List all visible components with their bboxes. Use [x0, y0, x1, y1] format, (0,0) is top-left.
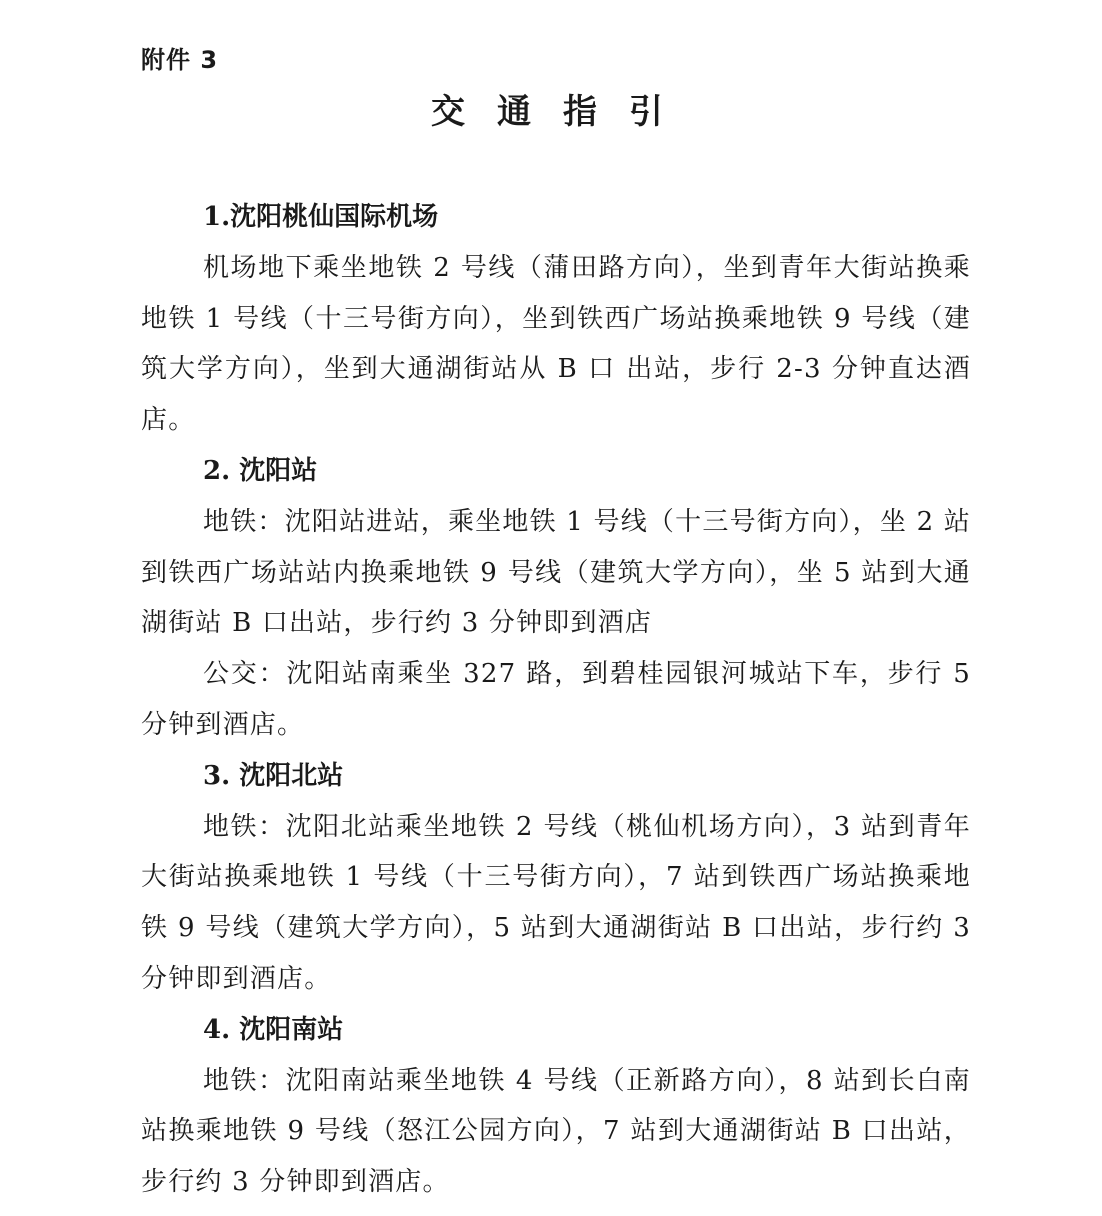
paragraph-north-station-metro: 地铁：沈阳北站乘坐地铁 2 号线（桃仙机场方向），3 站到青年大街站换乘地铁 1 号线（十三号街方向），7 站到铁西广场站换乘地铁 9 号线（建筑大学方向），5 站到大通湖街站 B 口出站，步行约 3 分钟即到酒店。 — [141, 811, 971, 994]
document-body — [141, 192, 971, 1208]
paragraph-airport-directions: 机场地下乘坐地铁 2 号线（蒲田路方向），坐到青年大街站换乘地铁 1 号线（十三号街方向），坐到铁西广场站换乘地铁 9 号线（建筑大学方向），坐到大通湖街站从 B 口 出站，步行 2-3 分钟直达酒店。 — [141, 252, 971, 436]
section-shenyang-station — [141, 446, 971, 751]
section-airport — [141, 192, 971, 446]
paragraph-south-station-metro: 地铁：沈阳南站乘坐地铁 4 号线（正新路方向），8 站到长白南站换乘地铁 9 号线（怒江公园方向），7 站到大通湖街站 B 口出站，步行约 3 分钟即到酒店。 — [141, 1065, 971, 1198]
paragraph-shenyang-station-bus: 公交：沈阳站南乘坐 327 路，到碧桂园银河城站下车，步行 5 分钟到酒店。 — [141, 659, 971, 740]
page-title: 交通指引 — [431, 92, 695, 132]
section-north-station — [141, 751, 971, 1005]
section-heading-shenyang-station: 2. 沈阳站 — [203, 455, 318, 486]
section-heading-north-station: 3. 沈阳北站 — [203, 760, 344, 791]
section-heading-south-station: 4. 沈阳南站 — [203, 1014, 344, 1045]
section-heading-airport: 1.沈阳桃仙国际机场 — [203, 202, 439, 232]
paragraph-shenyang-station-metro: 地铁：沈阳站进站，乘坐地铁 1 号线（十三号街方向），坐 2 站到铁西广场站站内换乘地铁 9 号线（建筑大学方向），坐 5 站到大通湖街站 B 口出站，步行约 3 分钟即到酒店 — [141, 506, 971, 639]
attachment-label: 附件 3 — [141, 46, 219, 74]
section-south-station — [141, 1005, 971, 1208]
